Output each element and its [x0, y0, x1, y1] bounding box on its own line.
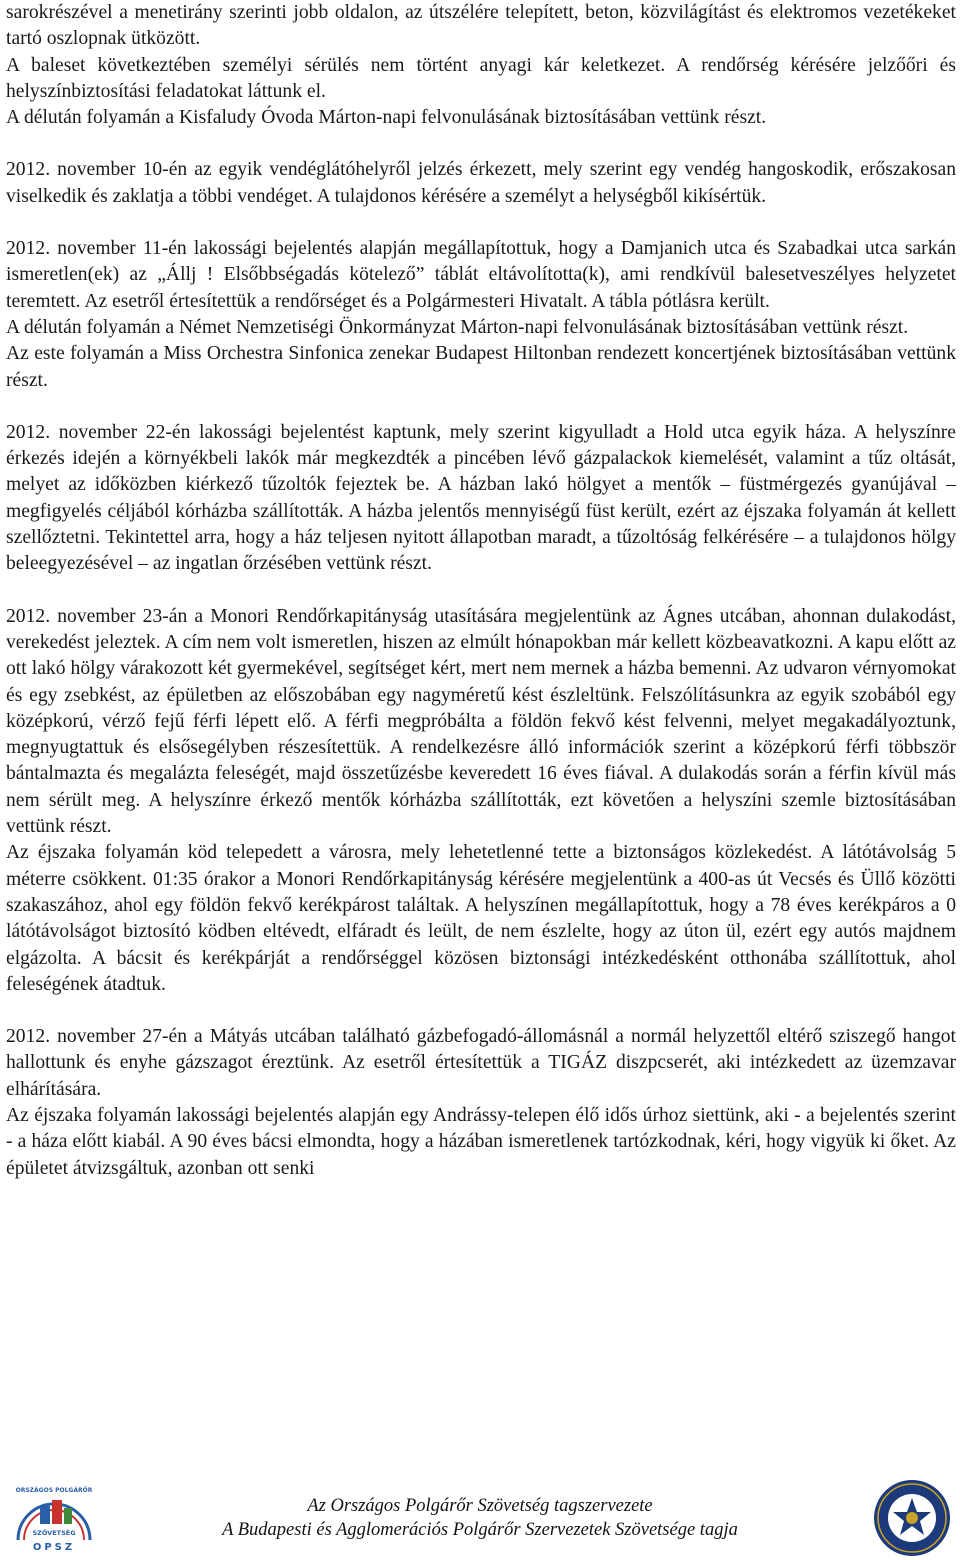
paragraph: Az este folyamán a Miss Orchestra Sinfonica zenekar Budapest Hiltonban rendezett koncertjének biztosításában vettünk részt. — [6, 343, 956, 391]
polgarorseg-emblem-icon — [868, 1478, 956, 1558]
paragraph: Az éjszaka folyamán lakossági bejelentés alapján egy Andrássy-telepen élő idős úrhoz siettünk, aki - a bejelentés szerint - a háza előtt kiabál. A 90 éves bácsi elmondta, hogy a házában ismeretlenek tartózkodnak, kéri, hogy vigyük ki őket. Az épületet átvizsgáltuk, azonban ott senki — [6, 1104, 956, 1179]
paragraph: A délután folyamán a Kisfaludy Óvoda Márton-napi felvonulásának biztosításában vettünk részt. — [6, 107, 767, 129]
footer-line-2: A Budapesti és Agglomerációs Polgárőr Szervezetek Szövetsége tagja — [222, 1520, 738, 1540]
footer-line-1: Az Országos Polgárőr Szövetség tagszervezete — [307, 1496, 653, 1516]
paragraph: 2012. november 11-én lakossági bejelentés alapján megállapítottuk, hogy a Damjanich utca és Szabadkai utca sarkán ismeretlen(ek) az „Állj ! Elsőbbségadás kötelező” táblát eltávolította(k), ami rendkívül balesetveszélyes helyzetet teremtett. Az esetről értesítettük a rendőrséget és a Polgármesteri Hivatalt. A tábla pótlásra került. — [6, 238, 956, 312]
paragraph: A baleset következtében személyi sérülés nem történt anyagi kár keletkezet. A rendőrség kérésére jelzőőri és helyszínbiztosítási feladatokat láttunk el. — [6, 54, 956, 102]
paragraph: sarokrészével a menetirány szerinti jobb oldalon, az útszélére telepített, beton, közvilágítást és elektromos vezetékeket tartó oszlopnak ütközött. — [6, 2, 956, 50]
logo-bottom-text: OPSZ — [32, 1542, 76, 1553]
paragraph: 2012. november 27-én a Mátyás utcában található gázbefogadó-állomásnál a normál helyzettől eltérő sziszegő hangot hallottunk és enyhe gázszagot éreztünk. Az esetről értesítettük a TIGÁZ diszpcserét, aki intézkedett az üzemzavar elhárítására. — [6, 1026, 956, 1100]
paragraph: Az éjszaka folyamán köd telepedett a városra, mely lehetetlenné tette a biztonságos közlekedést. A látótávolság 5 méterre csökkent. 01:35 órakor a Monori Rendőrkapitányság kérésére megjelentünk a 400-as út Vecsés és Üllő közötti szakaszához, ahol egy földön fekvő kerékpárost találtak. A helyszínen megállapítottuk, hogy a 78 éves kerékpáros a 0 látótávolságot biztosító ködben eltévedt, elfáradt és leült, de nem észlelte, hogy az úton ül, ezért egy autós majdnem elgázolta. A bácsit és kerékpárját a rendőrséggel közösen biztonsági intézkedésként otthonába szállítottuk, ahol feleségének átadtuk. — [6, 842, 956, 995]
paragraph: 2012. november 10-én az egyik vendéglátóhelyről jelzés érkezett, mely szerint egy vendég hangoskodik, erőszakosan viselkedik és zaklatja a többi vendéget. A tulajdonos kérésére a személyt a helységből kikísértük. — [6, 159, 956, 207]
paragraph: A délután folyamán a Német Nemzetiségi Önkormányzat Márton-napi felvonulásának biztosításában vettünk részt. — [6, 316, 909, 338]
paragraph: 2012. november 23-án a Monori Rendőrkapitányság utasítására megjelentünk az Ágnes utcában, ahonnan dulakodást, verekedést jeleztek. A cím nem volt ismeretlen, hiszen az elmúlt hónapokban már kellett közbeavatkozni. A kapu előtt az ott lakó hölgy várakozott két gyermekével, segítséget kért, mert nem mernek a házba bemenni. Az udvaron vérnyomokat és egy zsebkést, az épületben az előszobában egy nagyméretű kést észleltünk. Felszólításunkra az egyik szobából egy középkorú, vérző fejű férfi lépett elő. A férfi megpróbálta a földön fekvő kést felvenni, melyet megakadályoztunk, megnyugtattuk és elsősegélyben részesítettük. A rendelkezésre álló információk szerint a középkorú férfi többször bántalmazta és megalázta feleségét, majd összetűzésbe keveredett 16 éves fiával. A dulakodás során a férfin kívül más nem sérült meg. A helyszínre érkező mentők kórházba szállították, ezt követően a helyszíni szemle biztosításában vettünk részt. — [6, 605, 956, 838]
paragraph: 2012. november 22-én lakossági bejelentést kaptunk, mely szerint kigyulladt a Hold utca egyik háza. A helyszínre érkezés idején a környékbeli lakók már megkezdték a pincében lévő gázpalackok kiemelését, valamint a tűz oltását, melyet az időközben kiérkező tűzoltók fejeztek be. A házban lakó hölgyet a mentők – füstmérgezés gyanújával – megfigyelés céljából kórházba szállították. A házba jelentős mennyiségű füst került, ezért az éjszaka folyamán át kellett szellőztetni. Tekintettel arra, hogy a ház teljesen nyitott állapotban maradt, a tűzoltóság felkérésére – a tulajdonos hölgy beleegyezésével – az ingatlan őrzésében vettünk részt. — [6, 421, 956, 575]
logo-top-text: ORSZÁGOS POLGÁRŐR — [15, 1487, 93, 1494]
logo-mid-text: SZÖVETSÉG — [32, 1529, 76, 1537]
body-text — [6, 0, 956, 1182]
footer-text — [0, 1494, 960, 1542]
page-footer — [0, 1478, 960, 1558]
